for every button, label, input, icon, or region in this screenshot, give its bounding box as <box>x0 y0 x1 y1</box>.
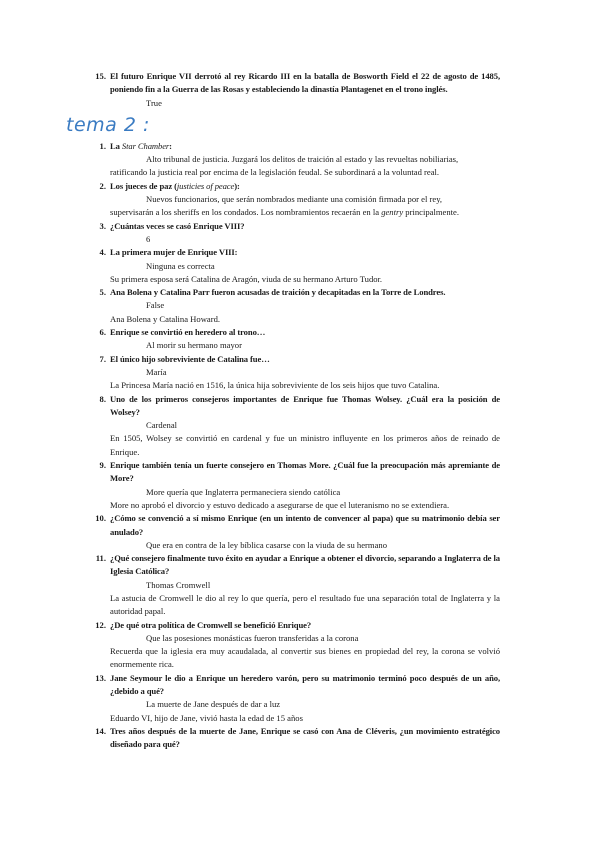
answer: Al morir su hermano mayor <box>146 340 242 351</box>
question-5 <box>90 286 500 299</box>
answer: Que las posesiones monásticas fueron transferidas a la corona <box>146 632 359 643</box>
question-number: 2. <box>99 180 106 191</box>
question-number: 1. <box>99 140 106 151</box>
question-13 <box>90 672 500 699</box>
question-text: Enrique se convirtió en heredero al trono… <box>110 327 266 338</box>
question-number: 5. <box>99 287 106 298</box>
question-1 <box>90 140 500 153</box>
question-text: Los jueces de paz (justicies of peace): <box>110 180 240 191</box>
question-text: ¿Qué consejero finalmente tuvo éxito en ayudar a Enrique a obtener el divorcio, separando a Inglaterra de la Iglesia Católica? <box>110 553 500 577</box>
question-text: El único hijo sobreviviente de Catalina fue… <box>110 353 270 364</box>
note: En 1505, Wolsey se convirtió en cardenal y fue un ministro influyente en los primeros años de reinado de Enrique. <box>110 433 500 457</box>
question-text: Tres años después de la muerte de Jane, Enrique se casó con Ana de Cléveris, ¿un movimiento estratégico diseñado para qué? <box>110 725 500 750</box>
answer: Thomas Cromwell <box>146 579 211 590</box>
question-8 <box>90 393 500 420</box>
note: supervisarán a los sheriffs en los condados. Los nombramientos recaerán en la gentry principalmente. <box>110 207 459 218</box>
question-7 <box>90 353 500 366</box>
answer: Cardenal <box>146 420 178 431</box>
note: Su primera esposa será Catalina de Aragón, viuda de su hermano Arturo Tudor. <box>110 273 383 284</box>
note: La astucia de Cromwell le dio al rey lo que quería, pero el resultado fue una separación total de Inglaterra y la autoridad papal. <box>110 592 500 617</box>
question-text: Enrique también tenía un fuerte consejero en Thomas More. ¿Cuál fue la preocupación más apremiante de More? <box>110 460 500 484</box>
question-number: 7. <box>99 353 106 364</box>
question-number: 12. <box>95 619 106 630</box>
question-text: ¿Cómo se convenció a sí mismo Enrique (en un intento de convencer al papa) que su matrimonio debía ser anulado? <box>110 513 500 537</box>
answer: True <box>146 97 162 108</box>
question-14 <box>90 725 500 752</box>
answer: More quería que Inglaterra permaneciera siendo católica <box>146 486 341 497</box>
question-text: Uno de los primeros consejeros importantes de Enrique fue Thomas Wolsey. ¿Cuál era la posición de Wolsey? <box>110 393 500 417</box>
answer: False <box>146 300 165 311</box>
note: Ana Bolena y Catalina Howard. <box>110 313 221 324</box>
note: La Princesa María nació en 1516, la única hija sobreviviente de los seis hijos que tuvo Catalina. <box>110 380 440 391</box>
question-number: 14. <box>95 725 106 736</box>
question-number: 8. <box>99 393 106 404</box>
answer: Nuevos funcionarios, que serán nombrados mediante una comisión firmada por el rey, <box>146 194 443 205</box>
answer: Alto tribunal de justicia. Juzgará los delitos de traición al estado y las revueltas nobiliarias, <box>146 154 459 165</box>
question-number: 4. <box>99 247 106 258</box>
question-number: 10. <box>95 513 106 524</box>
question-text: La primera mujer de Enrique VIII: <box>110 247 238 258</box>
question-10 <box>90 512 500 539</box>
question-text: Jane Seymour le dio a Enrique un heredero varón, pero su matrimonio terminó poco después de un año, ¿debido a qué? <box>110 672 500 697</box>
answer: Ninguna es correcta <box>146 260 215 271</box>
question-number: 6. <box>99 327 106 338</box>
question-2 <box>90 180 500 193</box>
question-number: 11. <box>95 553 106 564</box>
note: More no aprobó el divorcio y estuvo dedicado a asegurarse de que el luteranismo no se extendiera. <box>110 499 450 510</box>
note: Eduardo VI, hijo de Jane, vivió hasta la edad de 15 años <box>110 712 303 723</box>
note: Recuerda que la iglesia era muy acaudalada, al convertir sus bienes en propiedad del rey, la corona se volvió enormemente rica. <box>110 646 500 670</box>
answer: La muerte de Jane después de dar a luz <box>146 699 281 710</box>
question-6 <box>90 326 500 339</box>
question-text: Ana Bolena y Catalina Parr fueron acusadas de traición y decapitadas en la Torre de Londres. <box>110 287 446 298</box>
question-text: La Star Chamber: <box>110 140 172 151</box>
document-content <box>66 70 500 752</box>
question-12 <box>90 619 500 632</box>
section-heading: tema 2 : <box>66 113 150 136</box>
question-text: ¿Cuántas veces se casó Enrique VIII? <box>110 220 245 231</box>
answer: 6 <box>146 233 151 244</box>
question-text: ¿De qué otra política de Cromwell se benefició Enrique? <box>110 619 312 630</box>
question-11 <box>90 552 500 579</box>
question-number: 13. <box>95 672 106 683</box>
answer: Que era en contra de la ley bíblica casarse con la viuda de su hermano <box>146 539 387 550</box>
question-9 <box>90 459 500 486</box>
question-3 <box>90 220 500 233</box>
question-number: 3. <box>99 220 106 231</box>
question-15 <box>90 70 500 97</box>
question-text: El futuro Enrique VII derrotó al rey Ricardo III en la batalla de Bosworth Field el 22 de agosto de 1485, poniendo fin a la Guerra de las Rosas y estableciendo la dinastía Plantagenet en el trono inglés. <box>110 71 500 95</box>
question-number: 15. <box>95 71 106 81</box>
question-number: 9. <box>99 460 106 471</box>
question-4 <box>90 246 500 259</box>
answer: María <box>146 366 167 377</box>
note: ratificando la justicia real por encima de la legislación feudal. Se subordinará a la voluntad real. <box>110 167 440 178</box>
